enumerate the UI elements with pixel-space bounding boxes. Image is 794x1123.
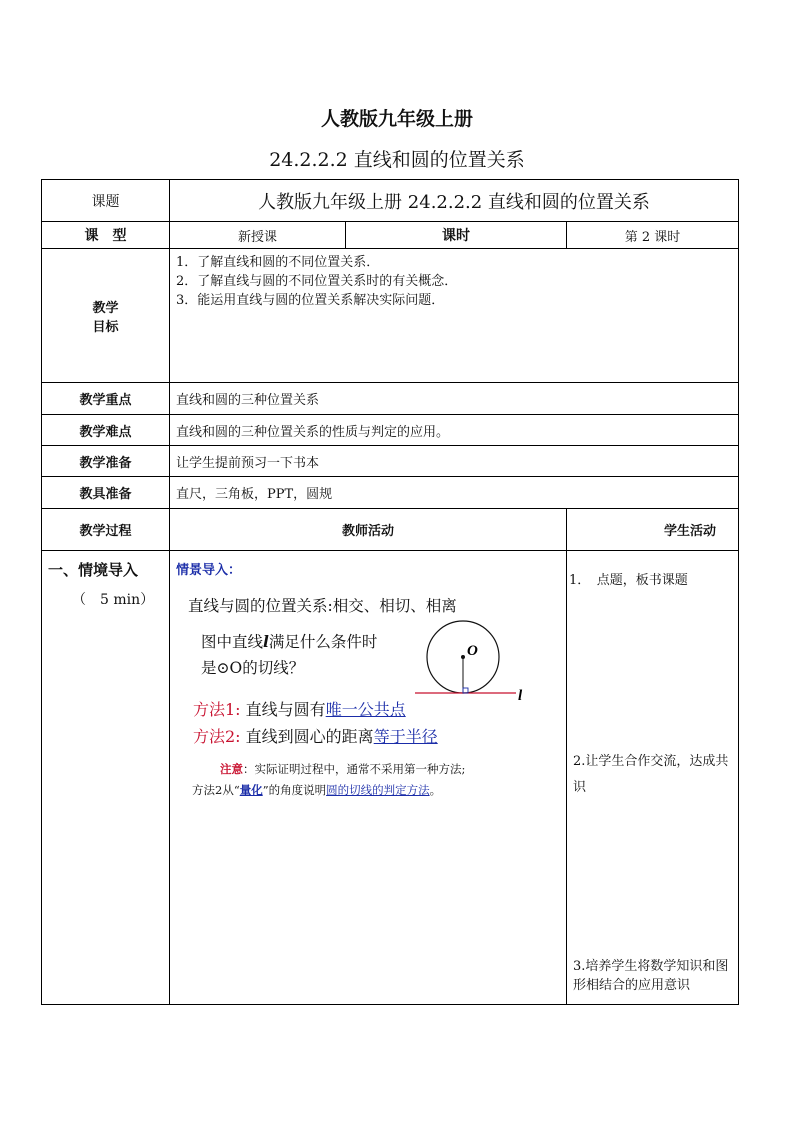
goals-label <box>42 249 170 383</box>
goal-item: 3．能运用直线与圆的位置关系解决实际问题． <box>176 293 445 308</box>
note-key2: 圆的切线的判定方法 <box>326 783 430 797</box>
period-value: 第 2 课时 <box>567 222 739 249</box>
period-label: 课时 <box>346 222 567 249</box>
teacher-activity-label: 教师活动 <box>170 509 567 551</box>
student-item3-line1: 3.培养学生将数学知识和图 <box>573 959 729 974</box>
preparation-value: 让学生提前预习一下书本 <box>170 446 739 477</box>
topic-value: 人教版九年级上册 24.2.2.2 直线和圆的位置关系 <box>170 180 739 222</box>
preparation-label: 教学准备 <box>42 446 170 477</box>
relation-line: 直线与圆的位置关系:相交、相切、相离 <box>188 597 457 615</box>
note-line1 <box>220 761 465 777</box>
goals-label-line2: 目标 <box>92 319 119 335</box>
center-label: O <box>467 643 478 659</box>
tools-value: 直尺，三角板，PPT，圆规 <box>170 477 739 509</box>
method1-line <box>193 697 406 720</box>
tools-label: 教具准备 <box>42 477 170 509</box>
type-value: 新授课 <box>170 222 346 249</box>
goal-item: 2．了解直线与圆的不同位置关系时的有关概念． <box>176 274 458 289</box>
note-text2b: ”的角度说明 <box>262 783 327 797</box>
difficulty-value: 直线和圆的三种位置关系的性质与判定的应用。 <box>170 415 739 446</box>
teacher-activity-cell <box>170 551 567 1005</box>
student-item2-line1: 2.让学生合作交流，达成共 <box>573 754 729 769</box>
goals-label-line1: 教学 <box>92 300 119 316</box>
document-title: 人教版九年级上册 <box>320 108 473 130</box>
topic-label: 课题 <box>42 180 170 222</box>
method2-key: 等于半径 <box>373 727 438 746</box>
key-point-value: 直线和圆的三种位置关系 <box>170 383 739 415</box>
document-subtitle: 24.2.2.2 直线和圆的位置关系 <box>269 149 525 171</box>
note-key1: 量化 <box>239 783 263 797</box>
question-line1 <box>201 630 377 652</box>
student-activity-label: 学生活动 <box>567 509 739 551</box>
goal-item: 1．了解直线和圆的不同位置关系． <box>176 255 380 270</box>
method2-label: 方法2: <box>193 727 241 746</box>
method2-text: 直线到圆心的距离 <box>245 727 374 746</box>
stage-cell <box>42 551 170 1005</box>
question-text-a: 图中直线 <box>201 633 264 651</box>
type-label: 课 型 <box>42 222 170 249</box>
student-item1: 1． 点题，板书课题 <box>569 573 688 588</box>
stage-duration: （ 5 min） <box>72 592 155 608</box>
tangent-diagram <box>410 619 540 704</box>
note-line2 <box>192 782 441 798</box>
scene-heading: 情景导入： <box>176 563 242 578</box>
center-point <box>461 655 465 659</box>
note-text1: ：实际证明过程中，通常不采用第一种方法; <box>243 762 466 776</box>
question-text-b: 满足什么条件时 <box>268 633 378 651</box>
note-text2c: 。 <box>429 783 442 797</box>
process-label: 教学过程 <box>42 509 170 551</box>
line-symbol: l <box>263 632 269 651</box>
key-point-label: 教学重点 <box>42 383 170 415</box>
stage-name: 一、情境导入 <box>48 561 139 579</box>
lesson-plan-table <box>41 179 739 1005</box>
method2-line <box>193 724 438 747</box>
goals-list <box>170 249 739 383</box>
method1-text: 直线与圆有 <box>245 700 326 719</box>
method1-label: 方法1: <box>193 700 241 719</box>
difficulty-label: 教学难点 <box>42 415 170 446</box>
line-label: l <box>518 688 523 704</box>
note-label: 注意 <box>220 762 243 776</box>
student-item2-line2: 识 <box>573 780 587 795</box>
note-text2a: 方法2从“ <box>192 783 240 797</box>
method1-key: 唯一公共点 <box>325 700 406 719</box>
student-activity-cell <box>567 551 739 1005</box>
student-item3-line2: 形相结合的应用意识 <box>573 978 691 993</box>
question-line2: 是⊙O的切线？ <box>201 659 305 677</box>
